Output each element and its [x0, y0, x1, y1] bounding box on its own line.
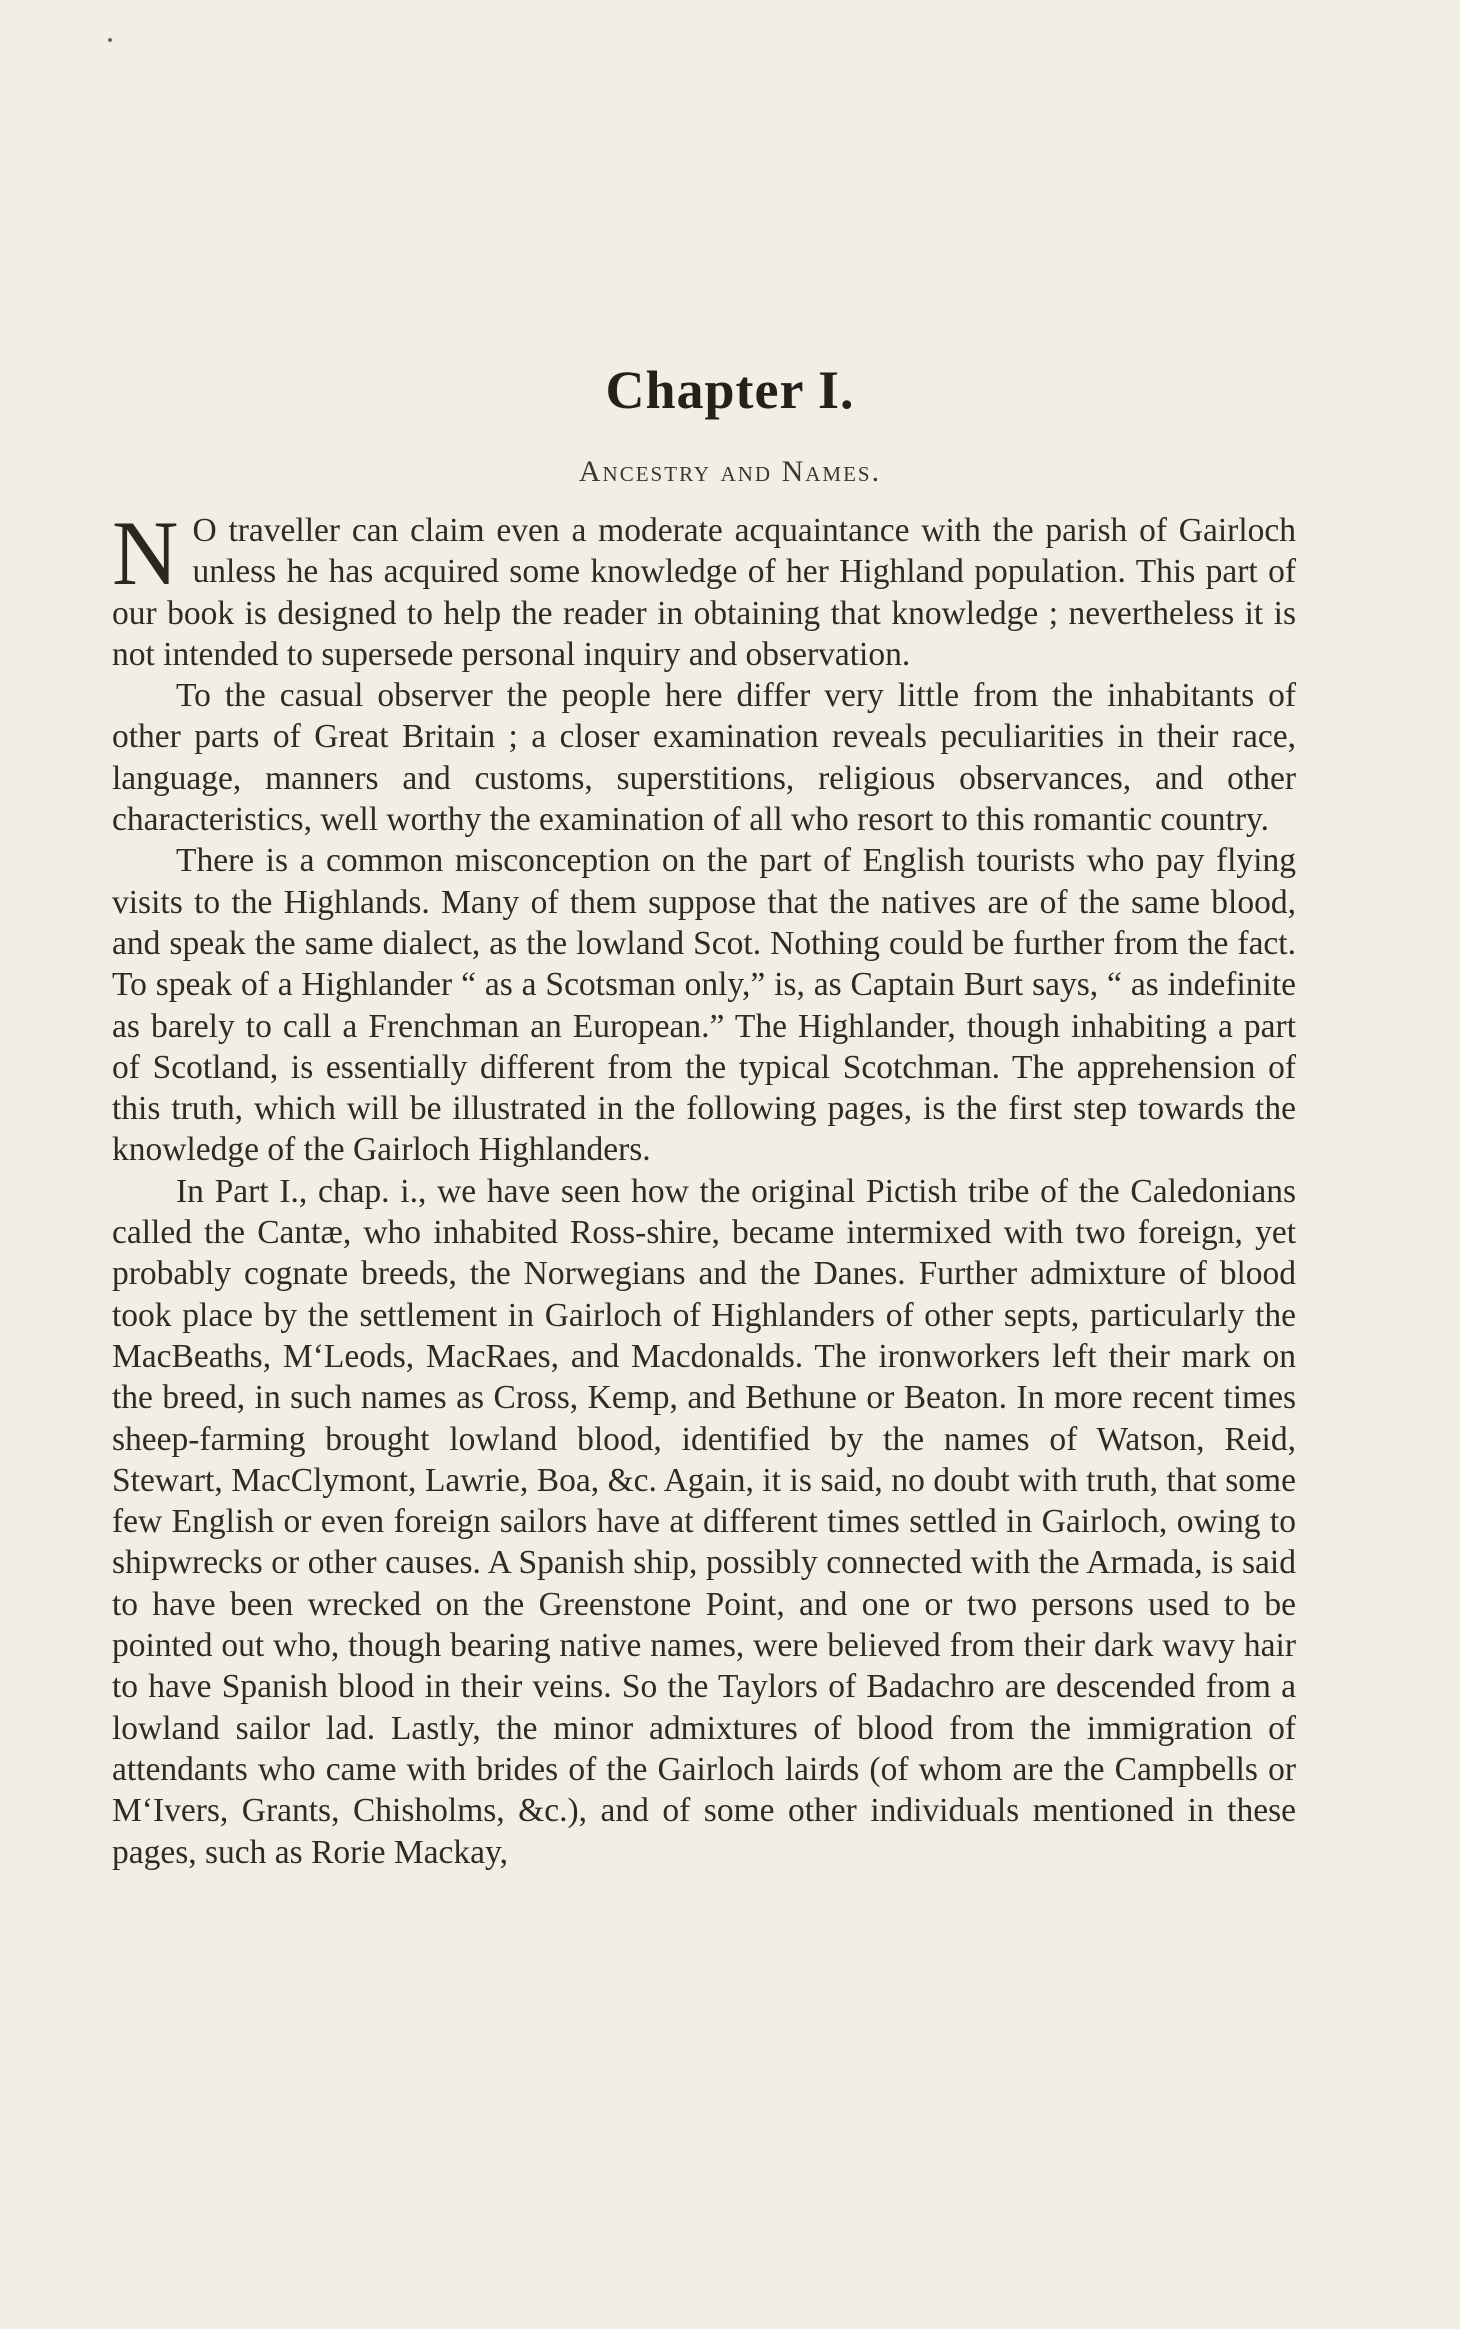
chapter-title: Chapter I. [605, 360, 855, 420]
chapter-body [112, 502, 1296, 1873]
drop-cap: N [112, 502, 179, 604]
chapter-subtitle: Ancestry and Names. [578, 455, 882, 488]
paragraph-1-text: O traveller can claim even a moderate acquaintance with the parish of Gairloch unless he has acquired some knowledge of her Highland population. This part of our book is designed to help the reader in obtaining that knowledge ; nevertheless it is not intended to supersede personal inquiry and observation. [112, 512, 1296, 673]
paragraph-1 [112, 502, 1296, 675]
paragraph-2: To the casual observer the people here differ very little from the inhabitants of other parts of Great Britain ; a closer examination reveals peculiarities in their race, language, manners and customs, superstitions, religious observances, and other characteristics, well worthy the examination of all who resort to this romantic country. [112, 677, 1296, 839]
paragraph-4: In Part I., chap. i., we have seen how the original Pictish tribe of the Caledonians called the Cantæ, who inhabited Ross-shire, became intermixed with two foreign, yet probably cognate breeds, the Norwegians and the Danes. Further admixture of blood took place by the settlement in Gairloch of Highlanders of other septs, particularly the MacBeaths, M‘Leods, MacRaes, and Macdonalds. The ironworkers left their mark on the breed, in such names as Cross, Kemp, and Bethune or Beaton. In more recent times sheep-farming brought lowland blood, identified by the names of Watson, Reid, Stewart, MacClymont, Lawrie, Boa, &c. Again, it is said, no doubt with truth, that some few English or even foreign sailors have at different times settled in Gairloch, owing to shipwrecks or other causes. A Spanish ship, possibly connected with the Armada, is said to have been wrecked on the Greenstone Point, and one or two persons used to be pointed out who, though bearing native names, were believed from their dark wavy hair to have Spanish blood in their veins. So the Taylors of Badachro are descended from a lowland sailor lad. Lastly, the minor admixtures of blood from the immigration of attendants who came with brides of the Gairloch lairds (of whom are the Campbells or M‘Ivers, Grants, Chisholms, &c.), and of some other individuals mentioned in these pages, such as Rorie Mackay, [112, 1172, 1296, 1871]
paragraph-3: There is a common misconception on the part of English tourists who pay flying visits to the Highlands. Many of them suppose that the natives are of the same blood, and speak the same dialect, as the lowland Scot. Nothing could be further from the fact. To speak of a Highlander “ as a Scotsman only,” is, as Captain Burt says, “ as indefinite as barely to call a Frenchman an European.” The Highlander, though inhabiting a part of Scotland, is essentially different from the typical Scotchman. The apprehension of this truth, which will be illustrated in the following pages, is the first step towards the knowledge of the Gairloch Highlanders. [112, 842, 1296, 1169]
margin-mark [108, 38, 112, 42]
